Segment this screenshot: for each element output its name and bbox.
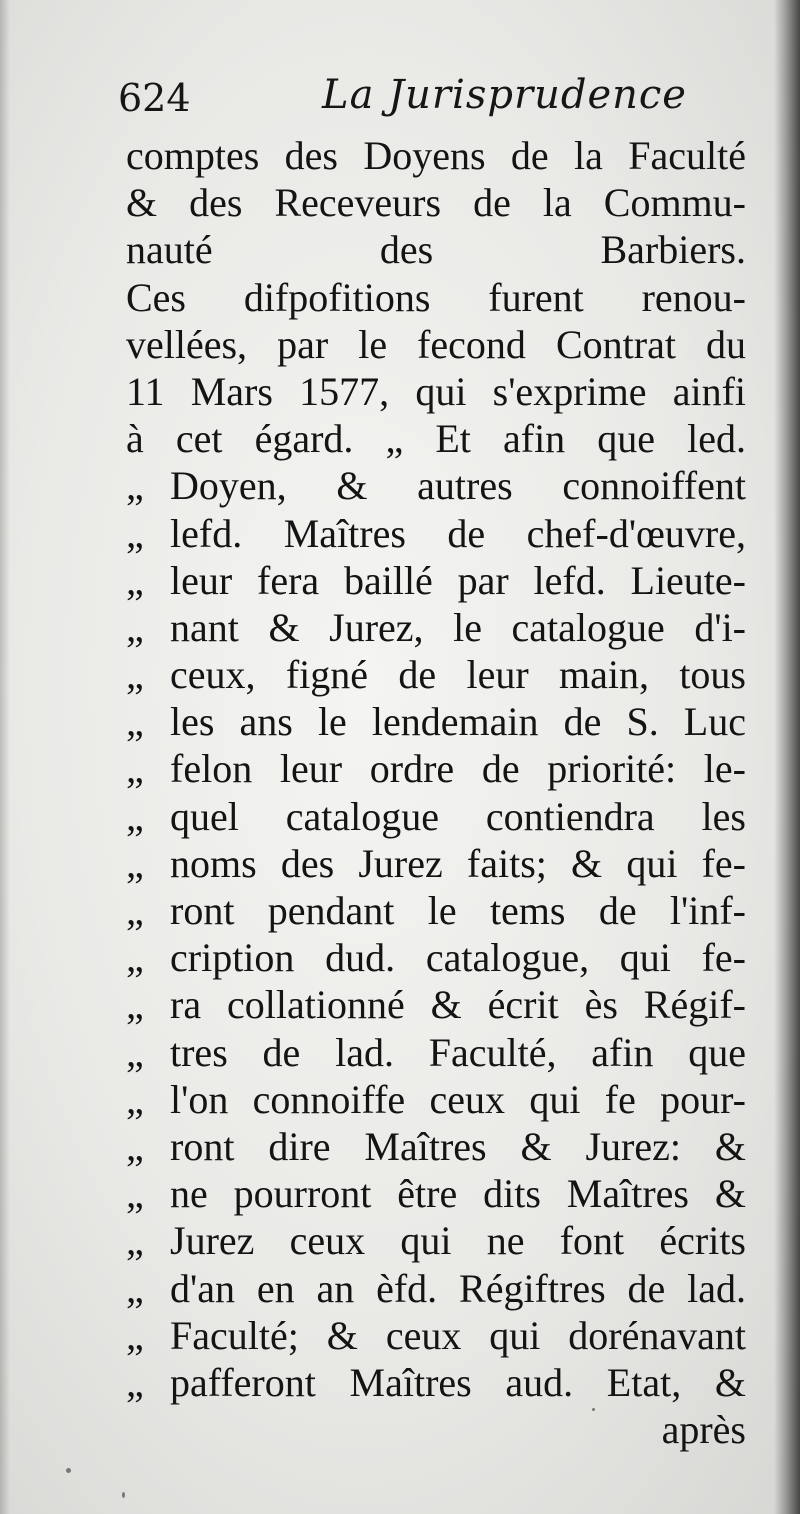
text-line (126, 1265, 746, 1312)
quote-mark: „ (126, 652, 144, 698)
text-line (126, 934, 746, 981)
quote-mark: „ (126, 1312, 144, 1358)
quote-mark: „ (126, 840, 144, 886)
line-text: noms des Jurez faits; & qui fe- (170, 840, 746, 886)
line-text: ra collationné & écrit ès Régif- (170, 982, 746, 1028)
quote-mark: „ (126, 935, 144, 981)
text-line (126, 415, 746, 462)
text-line (126, 179, 746, 226)
quote-mark: „ (126, 463, 144, 509)
text-line (126, 1076, 746, 1123)
quote-mark: „ (126, 1123, 144, 1169)
text-line (126, 981, 746, 1028)
text-line (126, 132, 746, 179)
text-line (126, 1029, 746, 1076)
text-line (126, 793, 746, 840)
line-text: lefd. Maîtres de chef-d'œuvre, (170, 510, 746, 556)
line-text: vellées, par le fecond Contrat du (126, 321, 746, 367)
text-line (126, 1217, 746, 1264)
line-text: Jurez ceux qui ne font écrits (170, 1218, 746, 1264)
running-title: La Jurisprudence (322, 72, 687, 118)
line-text: cription dud. catalogue, qui fe- (170, 935, 746, 981)
line-text: comptes des Doyens de la Faculté (126, 133, 746, 178)
quote-mark: „ (126, 699, 144, 745)
quote-mark: „ (126, 557, 144, 603)
line-text: ront pendant le tems de l'inf- (170, 888, 746, 933)
line-text: l'on connoiffe ceux qui fe pour- (170, 1076, 746, 1122)
quote-mark: „ (126, 746, 144, 792)
line-text: nauté des Barbiers. (126, 227, 746, 273)
text-line (126, 1312, 746, 1359)
quote-mark: „ (126, 1076, 144, 1122)
quote-mark: „ (126, 1359, 144, 1405)
line-text: ne pourront être dits Maîtres & (170, 1171, 746, 1217)
paper-speck (66, 1468, 71, 1473)
text-line (126, 887, 746, 934)
line-text: d'an en an èfd. Régiftres de lad. (170, 1265, 746, 1311)
quote-mark: „ (126, 888, 144, 933)
page-number: 624 (118, 76, 191, 120)
text-line (126, 1359, 746, 1406)
line-text: quel catalogue contiendra les (170, 793, 746, 839)
text-line (126, 840, 746, 887)
page-left-edge (0, 0, 10, 1514)
text-line (126, 651, 746, 698)
page-header (118, 72, 758, 132)
line-text: leur fera baillé par lefd. Lieute- (170, 557, 746, 603)
body-text (126, 132, 746, 1453)
quote-mark: „ (126, 1218, 144, 1264)
line-text: ceux, figné de leur main, tous (170, 652, 746, 698)
line-text: Ces difpofitions furent renou- (126, 274, 746, 320)
line-text: les ans le lendemain de S. Luc (170, 699, 746, 745)
text-line (126, 510, 746, 557)
paper-speck (592, 1408, 595, 1411)
line-text: Faculté; & ceux qui dorénavant (170, 1312, 746, 1358)
text-line (126, 321, 746, 368)
line-text: 11 Mars 1577, qui s'exprime ainfi (126, 368, 746, 414)
line-text: & des Receveurs de la Commu- (126, 180, 746, 226)
text-line (126, 274, 746, 321)
quote-mark: „ (126, 604, 144, 650)
text-line (126, 462, 746, 509)
line-text: tres de lad. Faculté, afin que (170, 1029, 746, 1075)
line-text: à cet égard. „ Et afin que led. (126, 416, 746, 462)
quote-mark: „ (126, 1171, 144, 1217)
line-text: ront dire Maîtres & Jurez: & (170, 1123, 746, 1169)
quote-mark: „ (126, 510, 144, 556)
quote-mark: „ (126, 793, 144, 839)
line-text: Doyen, & autres connoiffent (170, 463, 746, 509)
text-line (126, 1123, 746, 1170)
text-line (126, 604, 746, 651)
line-text: nant & Jurez, le catalogue d'i- (170, 604, 746, 650)
quote-mark: „ (126, 982, 144, 1028)
text-line (126, 1170, 746, 1217)
text-line (126, 557, 746, 604)
catchword: après (661, 1407, 746, 1453)
quote-mark: „ (126, 1029, 144, 1075)
quote-mark: „ (126, 1265, 144, 1311)
line-text: felon leur ordre de priorité: le- (170, 746, 746, 792)
paper-speck (122, 1492, 125, 1498)
text-line (126, 745, 746, 792)
text-line (126, 698, 746, 745)
line-text: pafferont Maîtres aud. Etat, & (170, 1359, 746, 1405)
page-gutter-shadow (774, 0, 800, 1514)
text-line (126, 226, 746, 273)
text-line (126, 368, 746, 415)
